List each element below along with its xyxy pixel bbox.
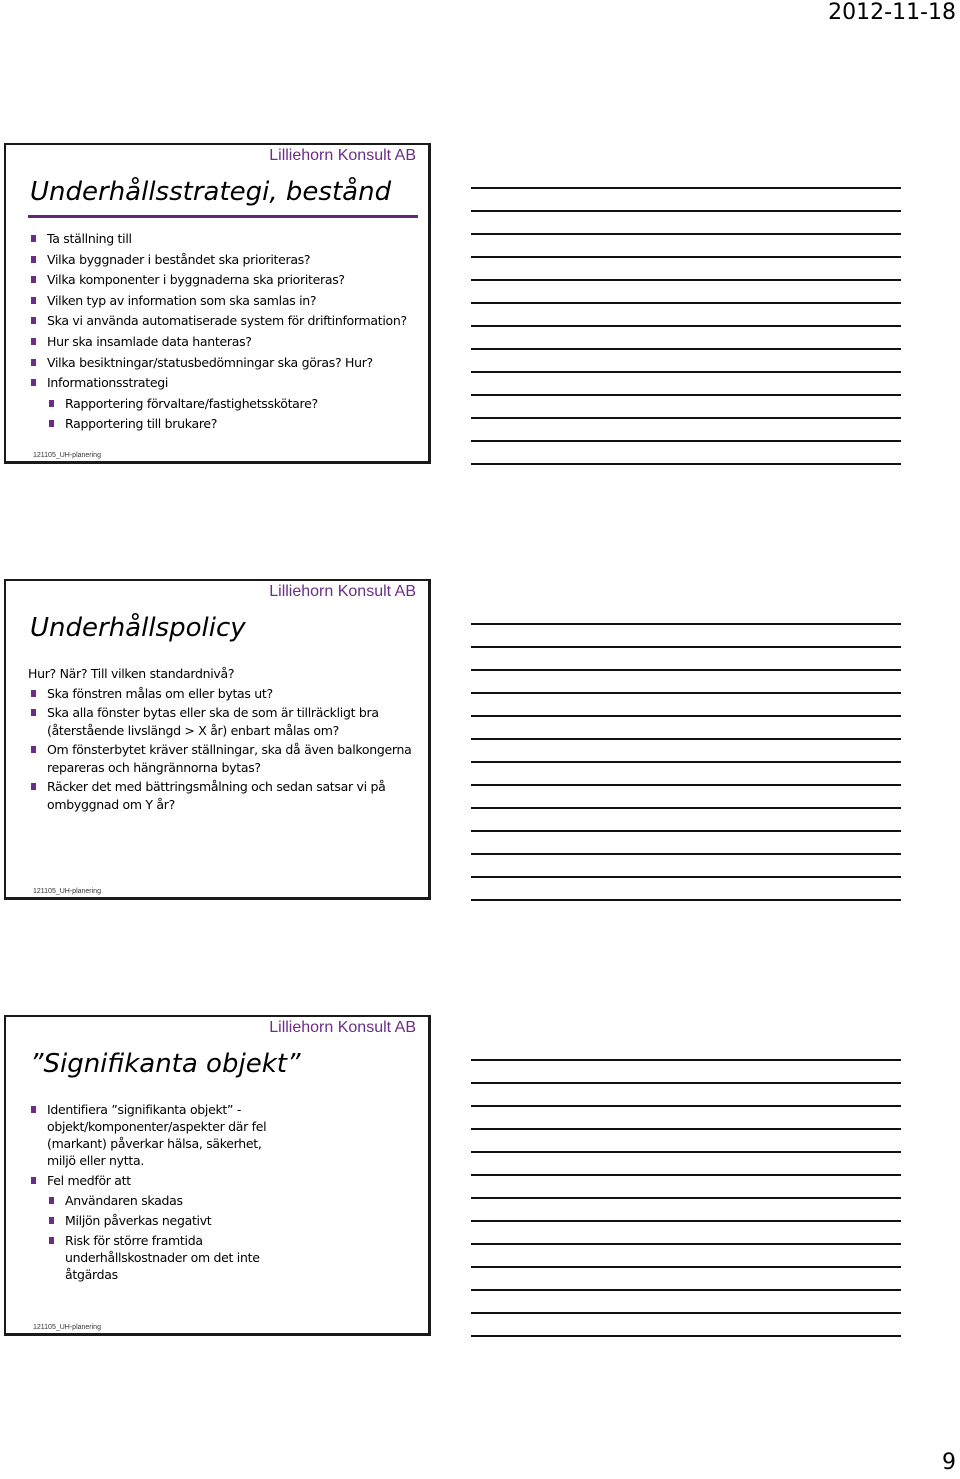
note-line (471, 807, 901, 809)
note-line (471, 1151, 901, 1153)
note-line (471, 899, 901, 901)
note-line (471, 233, 901, 235)
note-line (471, 1220, 901, 1222)
title-divider (28, 215, 418, 218)
note-line (471, 1082, 901, 1084)
note-line (471, 394, 901, 396)
list-item: Ska vi använda automatiserade system för driftinformation? (28, 311, 420, 332)
company-name: Lilliehorn Konsult AB (269, 583, 416, 600)
note-line (471, 1059, 901, 1061)
note-line (471, 348, 901, 350)
company-name: Lilliehorn Konsult AB (269, 147, 416, 164)
sub-list-item: Rapportering förvaltare/fastighetsskötare? (28, 394, 420, 415)
note-line (471, 623, 901, 625)
note-line (471, 1312, 901, 1314)
list-item: Vilka komponenter i byggnaderna ska prioriteras? (28, 270, 420, 291)
note-line (471, 371, 901, 373)
note-line (471, 853, 901, 855)
page-date: 2012-11-18 (828, 0, 956, 25)
list-item: Ska fönstren målas om eller bytas ut? (28, 685, 420, 703)
list-item: Hur? När? Till vilken standardnivå? (28, 666, 235, 681)
note-line (471, 256, 901, 258)
bullet-list (28, 665, 420, 815)
note-line (471, 440, 901, 442)
list-item: Ska alla fönster bytas eller ska de som är tillräckligt bra (återstående livslängd > X år) enbart målas om? (28, 704, 420, 739)
slide-title: ”Signifikanta objekt” (30, 1049, 301, 1079)
note-line (471, 210, 901, 212)
sub-list-item: Risk för större framtida underhållskostnader om det inte åtgärdas (28, 1232, 268, 1283)
list-item: Om fönsterbytet kräver ställningar, ska då även balkongerna repareras och hängrännorna bytas? (28, 741, 420, 776)
list-item: Räcker det med bättringsmålning och sedan satsar vi på ombyggnad om Y år? (28, 778, 420, 813)
slide-footer: 121105_UH-planering (33, 888, 101, 895)
sub-list-item: Användaren skadas (28, 1192, 268, 1209)
list-item: Fel medför att (28, 1172, 268, 1189)
note-line (471, 1266, 901, 1268)
slide-3 (4, 1015, 431, 1336)
note-line (471, 715, 901, 717)
list-item: Vilken typ av information som ska samlas in? (28, 291, 420, 312)
list-item: Hur ska insamlade data hanteras? (28, 332, 420, 353)
list-item: Identifiera ”signifikanta objekt” - objekt/komponenter/aspekter där fel (markant) påverkar hälsa, säkerhet, miljö eller nytta. (28, 1101, 268, 1169)
sub-list-item: Miljön påverkas negativt (28, 1212, 268, 1229)
note-line (471, 187, 901, 189)
slide-title: Underhållspolicy (30, 613, 246, 643)
slide-footer: 121105_UH-planering (33, 452, 101, 459)
note-line (471, 1197, 901, 1199)
note-line (471, 302, 901, 304)
note-line (471, 1128, 901, 1130)
note-line (471, 325, 901, 327)
slide-footer: 121105_UH-planering (33, 1324, 101, 1331)
note-line (471, 761, 901, 763)
note-line (471, 669, 901, 671)
bullet-list (28, 229, 420, 435)
note-line (471, 1243, 901, 1245)
note-line (471, 876, 901, 878)
list-item: Informationsstrategi (28, 373, 420, 394)
page-number: 9 (942, 1450, 956, 1475)
list-item: Vilka besiktningar/statusbedömningar ska göras? Hur? (28, 353, 420, 374)
bullet-list (28, 1101, 268, 1286)
note-line (471, 1289, 901, 1291)
slide-1 (4, 143, 431, 464)
note-line (471, 1335, 901, 1337)
note-line (471, 692, 901, 694)
sub-list-item: Rapportering till brukare? (28, 414, 420, 435)
note-line (471, 830, 901, 832)
note-line (471, 279, 901, 281)
note-line (471, 1174, 901, 1176)
company-name: Lilliehorn Konsult AB (269, 1019, 416, 1036)
list-item: Ta ställning till (28, 229, 420, 250)
list-item: Vilka byggnader i beståndet ska prioriteras? (28, 250, 420, 271)
slide-title: Underhållsstrategi, bestånd (30, 177, 392, 207)
note-line (471, 784, 901, 786)
slide-2 (4, 579, 431, 900)
note-line (471, 463, 901, 465)
note-line (471, 646, 901, 648)
note-line (471, 417, 901, 419)
note-line (471, 1105, 901, 1107)
note-line (471, 738, 901, 740)
